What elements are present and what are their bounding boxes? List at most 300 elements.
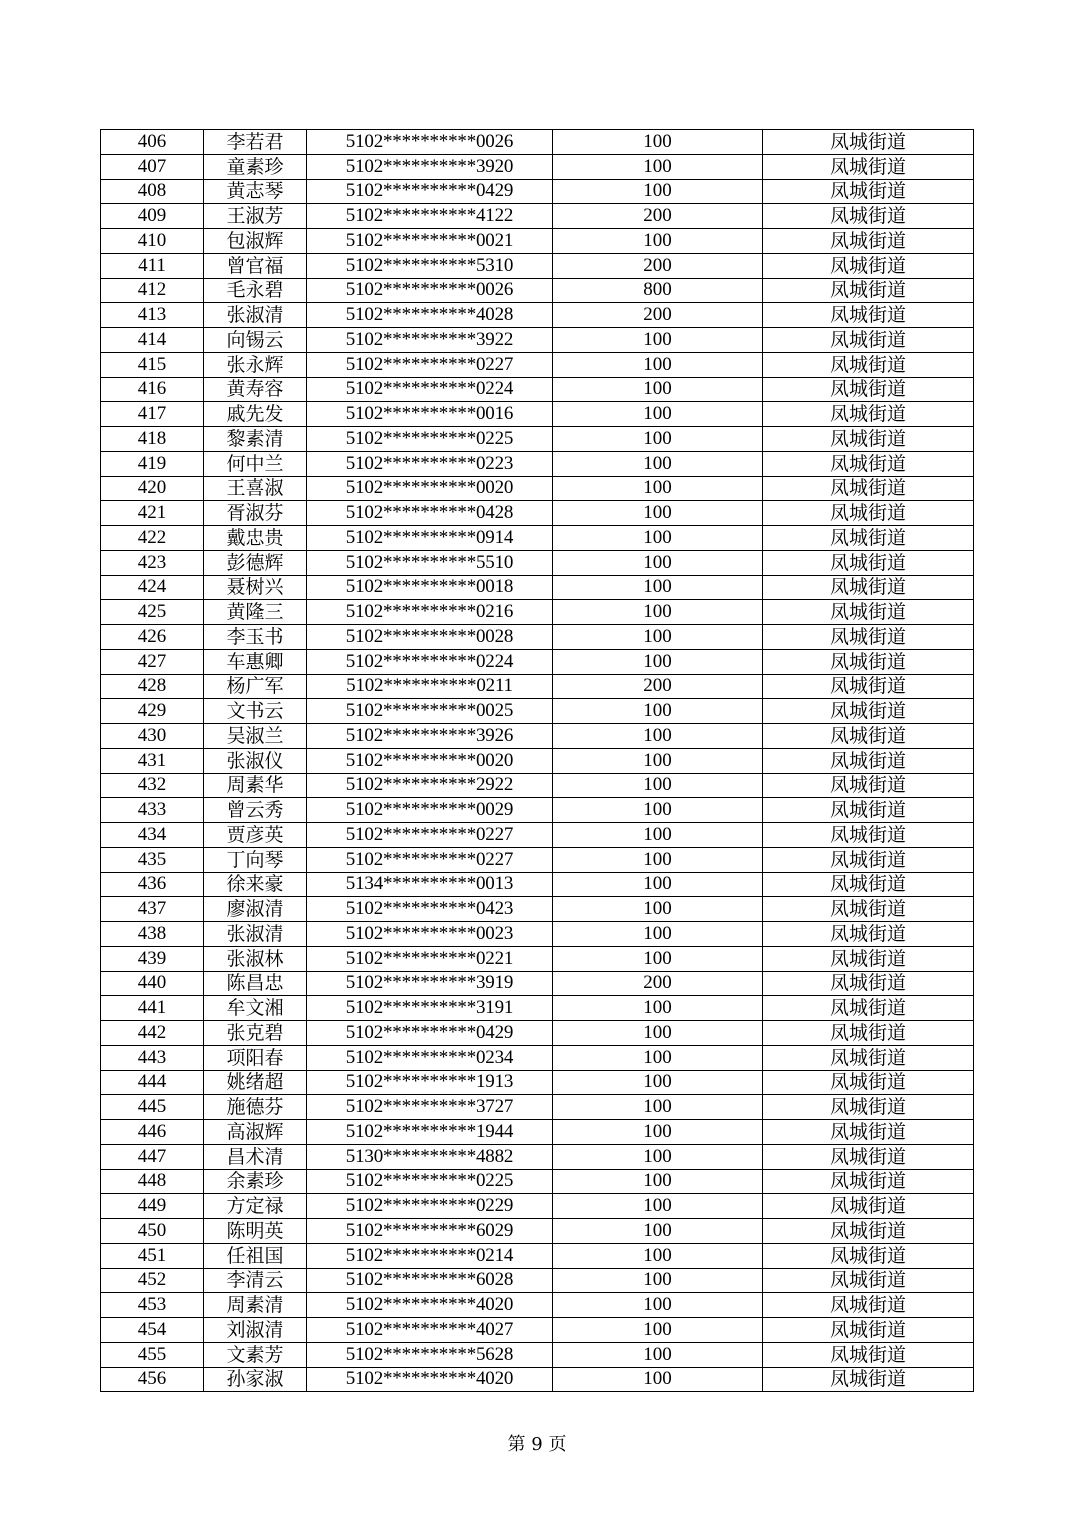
serial-number-cell: 456	[101, 1367, 204, 1392]
name-cell: 贾彦英	[204, 823, 307, 848]
amount-cell: 100	[553, 1120, 763, 1145]
table-row	[101, 1367, 974, 1392]
id-number-cell: 5102**********0227	[307, 352, 553, 377]
name-cell: 张淑清	[204, 922, 307, 947]
id-number-cell: 5102**********0020	[307, 476, 553, 501]
table-row	[101, 328, 974, 353]
street-cell: 凤城街道	[763, 724, 974, 749]
id-number-cell: 5102**********0026	[307, 130, 553, 155]
table-row	[101, 1144, 974, 1169]
street-cell: 凤城街道	[763, 625, 974, 650]
amount-cell: 100	[553, 1293, 763, 1318]
amount-cell: 100	[553, 773, 763, 798]
name-cell: 王淑芳	[204, 204, 307, 229]
street-cell: 凤城街道	[763, 1194, 974, 1219]
amount-cell: 100	[553, 1219, 763, 1244]
street-cell: 凤城街道	[763, 1120, 974, 1145]
amount-cell: 100	[553, 1169, 763, 1194]
id-number-cell: 5102**********0234	[307, 1045, 553, 1070]
amount-cell: 100	[553, 872, 763, 897]
id-number-cell: 5102**********0225	[307, 1169, 553, 1194]
table-row	[101, 724, 974, 749]
table-row	[101, 377, 974, 402]
table-row	[101, 872, 974, 897]
id-number-cell: 5102**********0211	[307, 674, 553, 699]
id-number-cell: 5102**********0023	[307, 922, 553, 947]
amount-cell: 100	[553, 154, 763, 179]
amount-cell: 200	[553, 674, 763, 699]
table-row	[101, 427, 974, 452]
serial-number-cell: 408	[101, 179, 204, 204]
serial-number-cell: 427	[101, 649, 204, 674]
serial-number-cell: 448	[101, 1169, 204, 1194]
name-cell: 杨广军	[204, 674, 307, 699]
table-row	[101, 748, 974, 773]
id-number-cell: 5102**********0224	[307, 377, 553, 402]
street-cell: 凤城街道	[763, 550, 974, 575]
street-cell: 凤城街道	[763, 1268, 974, 1293]
name-cell: 包淑辉	[204, 229, 307, 254]
amount-cell: 100	[553, 897, 763, 922]
id-number-cell: 5102**********0025	[307, 699, 553, 724]
serial-number-cell: 423	[101, 550, 204, 575]
serial-number-cell: 413	[101, 303, 204, 328]
table-row	[101, 625, 974, 650]
name-cell: 周素华	[204, 773, 307, 798]
street-cell: 凤城街道	[763, 253, 974, 278]
table-row	[101, 1169, 974, 1194]
serial-number-cell: 406	[101, 130, 204, 155]
name-cell: 毛永碧	[204, 278, 307, 303]
name-cell: 李清云	[204, 1268, 307, 1293]
id-number-cell: 5102**********0214	[307, 1243, 553, 1268]
amount-cell: 100	[553, 1095, 763, 1120]
table-row	[101, 278, 974, 303]
serial-number-cell: 433	[101, 798, 204, 823]
name-cell: 黄寿容	[204, 377, 307, 402]
street-cell: 凤城街道	[763, 501, 974, 526]
id-number-cell: 5102**********3727	[307, 1095, 553, 1120]
roster-table	[100, 129, 974, 1392]
amount-cell: 100	[553, 451, 763, 476]
street-cell: 凤城街道	[763, 649, 974, 674]
table-row	[101, 179, 974, 204]
serial-number-cell: 410	[101, 229, 204, 254]
street-cell: 凤城街道	[763, 278, 974, 303]
table-row	[101, 1268, 974, 1293]
table-row	[101, 1070, 974, 1095]
name-cell: 张淑林	[204, 946, 307, 971]
name-cell: 胥淑芬	[204, 501, 307, 526]
name-cell: 陈昌忠	[204, 971, 307, 996]
id-number-cell: 5102**********3191	[307, 996, 553, 1021]
id-number-cell: 5102**********0227	[307, 847, 553, 872]
amount-cell: 100	[553, 1144, 763, 1169]
street-cell: 凤城街道	[763, 526, 974, 551]
street-cell: 凤城街道	[763, 451, 974, 476]
name-cell: 高淑辉	[204, 1120, 307, 1145]
table-row	[101, 352, 974, 377]
street-cell: 凤城街道	[763, 154, 974, 179]
table-row	[101, 1219, 974, 1244]
amount-cell: 200	[553, 971, 763, 996]
table-row	[101, 1021, 974, 1046]
serial-number-cell: 436	[101, 872, 204, 897]
street-cell: 凤城街道	[763, 1342, 974, 1367]
serial-number-cell: 430	[101, 724, 204, 749]
street-cell: 凤城街道	[763, 1219, 974, 1244]
street-cell: 凤城街道	[763, 328, 974, 353]
street-cell: 凤城街道	[763, 303, 974, 328]
street-cell: 凤城街道	[763, 946, 974, 971]
id-number-cell: 5102**********0224	[307, 649, 553, 674]
amount-cell: 100	[553, 600, 763, 625]
amount-cell: 100	[553, 823, 763, 848]
name-cell: 张永辉	[204, 352, 307, 377]
serial-number-cell: 412	[101, 278, 204, 303]
name-cell: 黄隆三	[204, 600, 307, 625]
name-cell: 文书云	[204, 699, 307, 724]
amount-cell: 100	[553, 847, 763, 872]
name-cell: 孙家淑	[204, 1367, 307, 1392]
id-number-cell: 5102**********3920	[307, 154, 553, 179]
street-cell: 凤城街道	[763, 748, 974, 773]
name-cell: 刘淑清	[204, 1318, 307, 1343]
table-row	[101, 996, 974, 1021]
street-cell: 凤城街道	[763, 352, 974, 377]
serial-number-cell: 451	[101, 1243, 204, 1268]
name-cell: 姚绪超	[204, 1070, 307, 1095]
table-row	[101, 674, 974, 699]
name-cell: 丁向琴	[204, 847, 307, 872]
name-cell: 曾官福	[204, 253, 307, 278]
street-cell: 凤城街道	[763, 427, 974, 452]
street-cell: 凤城街道	[763, 377, 974, 402]
id-number-cell: 5102**********4028	[307, 303, 553, 328]
street-cell: 凤城街道	[763, 130, 974, 155]
serial-number-cell: 429	[101, 699, 204, 724]
serial-number-cell: 437	[101, 897, 204, 922]
amount-cell: 100	[553, 1243, 763, 1268]
street-cell: 凤城街道	[763, 575, 974, 600]
table-row	[101, 550, 974, 575]
name-cell: 昌术清	[204, 1144, 307, 1169]
name-cell: 张淑仪	[204, 748, 307, 773]
table-row	[101, 1095, 974, 1120]
name-cell: 廖淑清	[204, 897, 307, 922]
name-cell: 戚先发	[204, 402, 307, 427]
street-cell: 凤城街道	[763, 1070, 974, 1095]
id-number-cell: 5102**********6029	[307, 1219, 553, 1244]
amount-cell: 100	[553, 946, 763, 971]
id-number-cell: 5102**********0428	[307, 501, 553, 526]
street-cell: 凤城街道	[763, 600, 974, 625]
serial-number-cell: 414	[101, 328, 204, 353]
amount-cell: 100	[553, 922, 763, 947]
id-number-cell: 5102**********0223	[307, 451, 553, 476]
id-number-cell: 5102**********4027	[307, 1318, 553, 1343]
table-row	[101, 1194, 974, 1219]
table-row	[101, 451, 974, 476]
amount-cell: 100	[553, 1268, 763, 1293]
table-row	[101, 897, 974, 922]
id-number-cell: 5102**********4020	[307, 1367, 553, 1392]
name-cell: 黎素清	[204, 427, 307, 452]
street-cell: 凤城街道	[763, 476, 974, 501]
name-cell: 向锡云	[204, 328, 307, 353]
serial-number-cell: 407	[101, 154, 204, 179]
serial-number-cell: 440	[101, 971, 204, 996]
street-cell: 凤城街道	[763, 922, 974, 947]
id-number-cell: 5102**********1944	[307, 1120, 553, 1145]
table-row	[101, 575, 974, 600]
serial-number-cell: 416	[101, 377, 204, 402]
name-cell: 黄志琴	[204, 179, 307, 204]
name-cell: 李玉书	[204, 625, 307, 650]
street-cell: 凤城街道	[763, 179, 974, 204]
amount-cell: 100	[553, 1367, 763, 1392]
table-row	[101, 847, 974, 872]
serial-number-cell: 438	[101, 922, 204, 947]
id-number-cell: 5102**********3919	[307, 971, 553, 996]
serial-number-cell: 434	[101, 823, 204, 848]
id-number-cell: 5102**********2922	[307, 773, 553, 798]
name-cell: 张克碧	[204, 1021, 307, 1046]
table-row	[101, 1342, 974, 1367]
amount-cell: 100	[553, 1318, 763, 1343]
name-cell: 任祖国	[204, 1243, 307, 1268]
id-number-cell: 5102**********0229	[307, 1194, 553, 1219]
serial-number-cell: 415	[101, 352, 204, 377]
street-cell: 凤城街道	[763, 1318, 974, 1343]
id-number-cell: 5102**********0016	[307, 402, 553, 427]
id-number-cell: 5102**********0018	[307, 575, 553, 600]
serial-number-cell: 454	[101, 1318, 204, 1343]
serial-number-cell: 428	[101, 674, 204, 699]
serial-number-cell: 417	[101, 402, 204, 427]
name-cell: 方定禄	[204, 1194, 307, 1219]
serial-number-cell: 450	[101, 1219, 204, 1244]
street-cell: 凤城街道	[763, 1367, 974, 1392]
table-row	[101, 971, 974, 996]
id-number-cell: 5102**********5310	[307, 253, 553, 278]
serial-number-cell: 445	[101, 1095, 204, 1120]
amount-cell: 100	[553, 526, 763, 551]
serial-number-cell: 446	[101, 1120, 204, 1145]
amount-cell: 100	[553, 328, 763, 353]
serial-number-cell: 421	[101, 501, 204, 526]
name-cell: 彭德辉	[204, 550, 307, 575]
amount-cell: 100	[553, 1342, 763, 1367]
amount-cell: 100	[553, 724, 763, 749]
id-number-cell: 5102**********5628	[307, 1342, 553, 1367]
serial-number-cell: 431	[101, 748, 204, 773]
name-cell: 文素芳	[204, 1342, 307, 1367]
amount-cell: 200	[553, 303, 763, 328]
table-row	[101, 1120, 974, 1145]
street-cell: 凤城街道	[763, 229, 974, 254]
amount-cell: 100	[553, 798, 763, 823]
amount-cell: 100	[553, 1194, 763, 1219]
id-number-cell: 5102**********0914	[307, 526, 553, 551]
table-row	[101, 1243, 974, 1268]
id-number-cell: 5102**********0020	[307, 748, 553, 773]
id-number-cell: 5102**********0429	[307, 179, 553, 204]
serial-number-cell: 441	[101, 996, 204, 1021]
roster-table-body	[101, 130, 974, 1392]
name-cell: 王喜淑	[204, 476, 307, 501]
id-number-cell: 5102**********0227	[307, 823, 553, 848]
amount-cell: 100	[553, 1070, 763, 1095]
serial-number-cell: 442	[101, 1021, 204, 1046]
table-row	[101, 1318, 974, 1343]
id-number-cell: 5102**********6028	[307, 1268, 553, 1293]
amount-cell: 100	[553, 427, 763, 452]
amount-cell: 100	[553, 748, 763, 773]
amount-cell: 100	[553, 402, 763, 427]
name-cell: 童素珍	[204, 154, 307, 179]
id-number-cell: 5102**********1913	[307, 1070, 553, 1095]
name-cell: 陈明英	[204, 1219, 307, 1244]
id-number-cell: 5102**********3922	[307, 328, 553, 353]
name-cell: 曾云秀	[204, 798, 307, 823]
street-cell: 凤城街道	[763, 1095, 974, 1120]
table-row	[101, 154, 974, 179]
serial-number-cell: 449	[101, 1194, 204, 1219]
id-number-cell: 5102**********4122	[307, 204, 553, 229]
name-cell: 施德芬	[204, 1095, 307, 1120]
amount-cell: 100	[553, 476, 763, 501]
street-cell: 凤城街道	[763, 872, 974, 897]
id-number-cell: 5102**********0028	[307, 625, 553, 650]
id-number-cell: 5102**********0021	[307, 229, 553, 254]
id-number-cell: 5102**********0029	[307, 798, 553, 823]
serial-number-cell: 418	[101, 427, 204, 452]
amount-cell: 100	[553, 377, 763, 402]
serial-number-cell: 409	[101, 204, 204, 229]
serial-number-cell: 443	[101, 1045, 204, 1070]
name-cell: 牟文湘	[204, 996, 307, 1021]
id-number-cell: 5102**********0216	[307, 600, 553, 625]
id-number-cell: 5102**********0026	[307, 278, 553, 303]
table-row	[101, 1045, 974, 1070]
street-cell: 凤城街道	[763, 996, 974, 1021]
street-cell: 凤城街道	[763, 1045, 974, 1070]
street-cell: 凤城街道	[763, 699, 974, 724]
serial-number-cell: 432	[101, 773, 204, 798]
serial-number-cell: 411	[101, 253, 204, 278]
table-row	[101, 798, 974, 823]
table-row	[101, 823, 974, 848]
amount-cell: 100	[553, 352, 763, 377]
table-row	[101, 922, 974, 947]
amount-cell: 100	[553, 179, 763, 204]
amount-cell: 100	[553, 625, 763, 650]
id-number-cell: 5102**********0423	[307, 897, 553, 922]
amount-cell: 100	[553, 229, 763, 254]
table-row	[101, 699, 974, 724]
serial-number-cell: 426	[101, 625, 204, 650]
name-cell: 张淑清	[204, 303, 307, 328]
serial-number-cell: 452	[101, 1268, 204, 1293]
table-row	[101, 303, 974, 328]
amount-cell: 200	[553, 204, 763, 229]
street-cell: 凤城街道	[763, 402, 974, 427]
id-number-cell: 5134**********0013	[307, 872, 553, 897]
serial-number-cell: 447	[101, 1144, 204, 1169]
id-number-cell: 5102**********3926	[307, 724, 553, 749]
amount-cell: 100	[553, 699, 763, 724]
amount-cell: 800	[553, 278, 763, 303]
street-cell: 凤城街道	[763, 847, 974, 872]
serial-number-cell: 453	[101, 1293, 204, 1318]
table-row	[101, 402, 974, 427]
name-cell: 聂树兴	[204, 575, 307, 600]
street-cell: 凤城街道	[763, 674, 974, 699]
amount-cell: 100	[553, 130, 763, 155]
serial-number-cell: 439	[101, 946, 204, 971]
page-number: 第 9 页	[507, 1434, 567, 1455]
amount-cell: 100	[553, 996, 763, 1021]
id-number-cell: 5102**********0221	[307, 946, 553, 971]
serial-number-cell: 455	[101, 1342, 204, 1367]
table-row	[101, 1293, 974, 1318]
table-row	[101, 476, 974, 501]
name-cell: 项阳春	[204, 1045, 307, 1070]
street-cell: 凤城街道	[763, 798, 974, 823]
serial-number-cell: 420	[101, 476, 204, 501]
name-cell: 何中兰	[204, 451, 307, 476]
table-row	[101, 526, 974, 551]
name-cell: 车惠卿	[204, 649, 307, 674]
amount-cell: 100	[553, 1045, 763, 1070]
table-row	[101, 253, 974, 278]
street-cell: 凤城街道	[763, 1169, 974, 1194]
id-number-cell: 5102**********0225	[307, 427, 553, 452]
street-cell: 凤城街道	[763, 1021, 974, 1046]
table-row	[101, 501, 974, 526]
street-cell: 凤城街道	[763, 897, 974, 922]
serial-number-cell: 424	[101, 575, 204, 600]
street-cell: 凤城街道	[763, 1293, 974, 1318]
id-number-cell: 5102**********0429	[307, 1021, 553, 1046]
table-row	[101, 773, 974, 798]
street-cell: 凤城街道	[763, 1144, 974, 1169]
amount-cell: 100	[553, 550, 763, 575]
amount-cell: 100	[553, 501, 763, 526]
serial-number-cell: 419	[101, 451, 204, 476]
name-cell: 李若君	[204, 130, 307, 155]
serial-number-cell: 422	[101, 526, 204, 551]
id-number-cell: 5102**********4020	[307, 1293, 553, 1318]
table-row	[101, 204, 974, 229]
table-row	[101, 229, 974, 254]
table-row	[101, 946, 974, 971]
street-cell: 凤城街道	[763, 1243, 974, 1268]
name-cell: 戴忠贵	[204, 526, 307, 551]
id-number-cell: 5130**********4882	[307, 1144, 553, 1169]
amount-cell: 100	[553, 575, 763, 600]
street-cell: 凤城街道	[763, 971, 974, 996]
amount-cell: 100	[553, 1021, 763, 1046]
amount-cell: 200	[553, 253, 763, 278]
serial-number-cell: 435	[101, 847, 204, 872]
name-cell: 余素珍	[204, 1169, 307, 1194]
name-cell: 徐来豪	[204, 872, 307, 897]
table-row	[101, 600, 974, 625]
name-cell: 周素清	[204, 1293, 307, 1318]
amount-cell: 100	[553, 649, 763, 674]
